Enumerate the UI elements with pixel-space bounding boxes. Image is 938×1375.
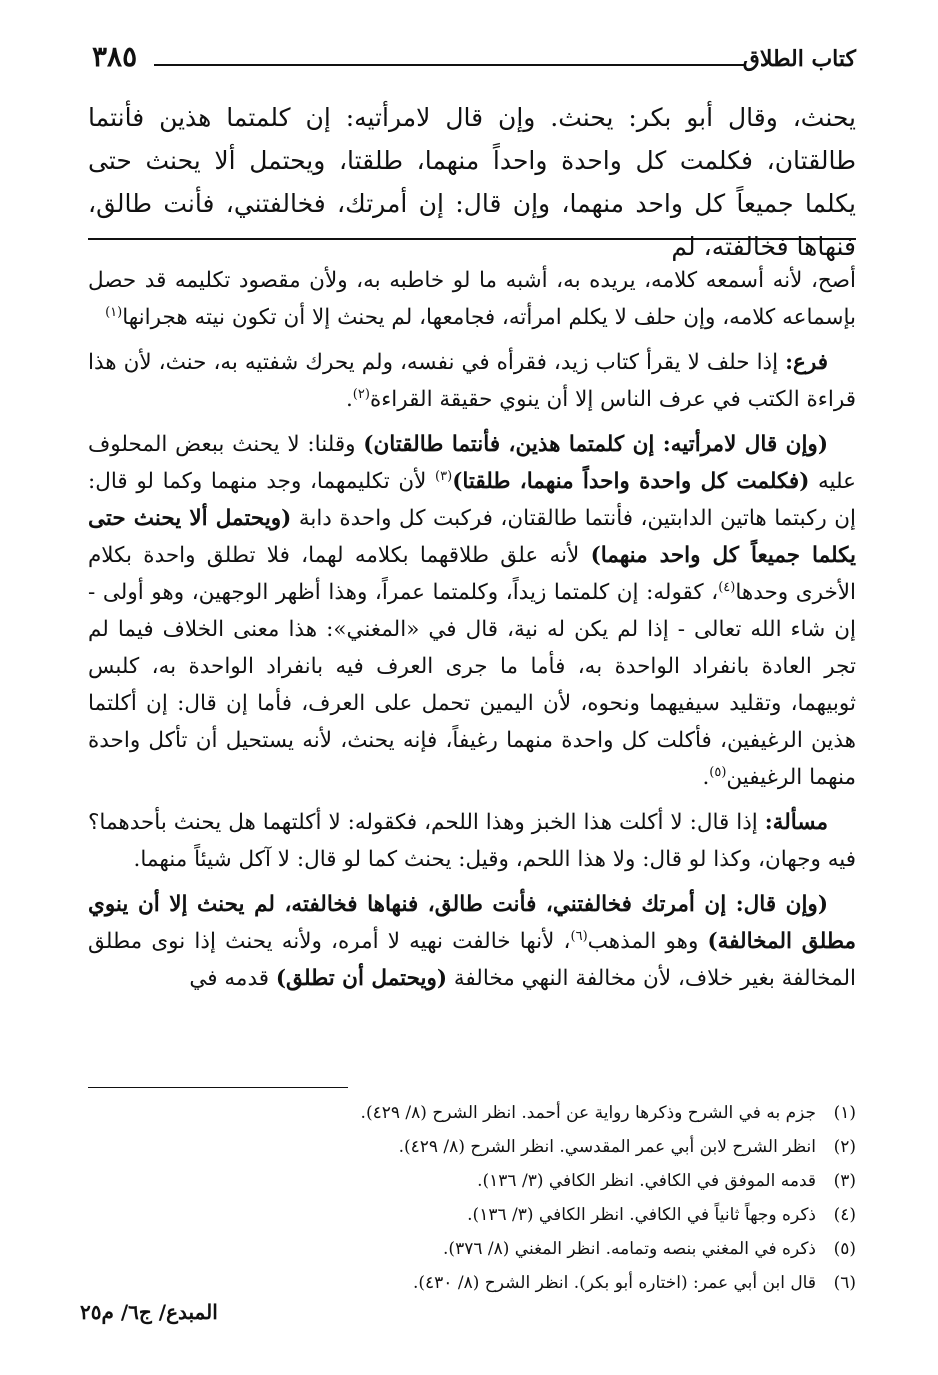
quoted-matn: (وإن قال لامرأتيه: إن كلمتما هذين، فأنتما طالقتان) — [363, 432, 828, 457]
page-header — [92, 40, 856, 80]
page-number: ٣٨٥ — [92, 40, 138, 73]
footnote-text: قال ابن أبي عمر: (اختاره أبو بكر). انظر الشرح (٨/ ٤٣٠). — [412, 1273, 816, 1293]
quoted-matn: (ويحتمل ألا يحنث حتى يكلما جميعاً كل واحد منهما) — [88, 506, 856, 568]
quoted-matn: (ويحتمل أن تطلق) — [275, 966, 448, 991]
footnote — [88, 1096, 856, 1130]
section-lead: مسألة: — [764, 810, 829, 835]
footnote-number: (٣) — [833, 1171, 856, 1191]
footnote-text: ذكره وجهاً ثانياً في الكافي. انظر الكافي (٣/ ١٣٦). — [467, 1205, 816, 1225]
footnote-ref: (٣) — [435, 468, 453, 484]
footnote-ref: (٦) — [570, 928, 588, 944]
footnotes — [88, 1096, 856, 1300]
footnote — [88, 1232, 856, 1266]
footnote-ref: (١) — [105, 304, 123, 320]
footnote-ref: (٤) — [718, 579, 736, 595]
footnote-number: (٢) — [833, 1137, 856, 1157]
quoted-matn: (وإن قال: إن أمرتك فخالفتني، فأنت طالق، فنهاها فخالفته، لم يحنث إلا أن ينوي مطلق المخالفة) — [88, 892, 856, 954]
commentary-paragraph: فرع: إذا حلف لا يقرأ كتاب زيد، فقرأه في نفسه، ولم يحرك شفتيه به، حنث، لأن هذا قراءة الكتب في عرف الناس إلا أن ينوي حقيقة القراءة$^{(٢)}$. — [88, 350, 856, 412]
text-separator-rule — [88, 238, 856, 240]
printer-signature: المبدع/ ج٦/ م٢٥ — [80, 1300, 218, 1324]
footnote — [88, 1198, 856, 1232]
footnote-text: جزم به في الشرح وذكرها رواية عن أحمد. انظر الشرح (٨/ ٤٢٩). — [360, 1103, 816, 1123]
footnote-number: (٤) — [833, 1205, 856, 1225]
header-rule — [154, 64, 744, 66]
footnote — [88, 1130, 856, 1164]
footnote-text: انظر الشرح لابن أبي عمر المقدسي. انظر الشرح (٨/ ٤٢٩). — [398, 1137, 816, 1157]
footnote — [88, 1164, 856, 1198]
commentary — [88, 262, 856, 1005]
footnote-number: (٥) — [833, 1239, 856, 1259]
footnote-number: (١) — [833, 1103, 856, 1123]
chapter-title: كتاب الطلاق — [742, 46, 856, 72]
footnote-ref: (٥) — [709, 764, 727, 780]
footnote — [88, 1266, 856, 1300]
footnote-number: (٦) — [833, 1273, 856, 1293]
section-lead: فرع: — [785, 350, 828, 375]
main-text: يحنث، وقال أبو بكر: يحنث. وإن قال لامرأتيه: إن كلمتما هذين فأنتما طالقتان، فكلمت كل واحدة واحداً منهما، طلقتا، ويحتمل ألا يحنث حتى يكلما جميعاً كل واحد منهما، وإن قال: إن أمرتك، فخالفتني، فأنت طالق، فنهاها فخالفته، لم — [88, 103, 856, 261]
footnote-separator — [88, 1087, 348, 1088]
quoted-matn: (فكلمت كل واحدة واحداً منهما، طلقتا) — [452, 469, 810, 494]
footnote-ref: (٢) — [352, 386, 370, 402]
commentary-paragraph: (وإن قال لامرأتيه: إن كلمتما هذين، فأنتما طالقتان) وقلنا: لا يحنث ببعض المحلوف عليه (فكلمت كل واحدة واحداً منهما، طلقتا)$^{(٣)}$ لأن تكليمهما، وجد منهما وكما لو قال: إن ركبتما هاتين الدابتين، فأنتما طالقتان، فركبت كل واحدة دابة (ويحتمل ألا يحنث حتى يكلما جميعاً كل واحد منهما) لأنه علق طلاقهما بكلامه لهما، فلا تطلق واحدة بكلام الأخرى وحدها$^{(٤)}$، كقوله: إن كلمتما زيداً، وكلمتما عمراً، وهذا أظهر الوجهين، وهو أولى - إن شاء الله تعالى - إذا لم يكن له نية، قال في «المغني»: هذا معنى الخلاف فيما لم تجر العادة بانفراد الواحدة به، فأما ما جرى العرف فيه بانفراد الواحدة به، كلبس ثوبيهما، وتقليد سيفيهما ونحوه، لأن اليمين تحمل على العرف، فأما إن قال: إن أكلتما هذين الرغيفين، فأكلت كل واحدة منهما رغيفاً، فإنه يحنث، لأنه يستحيل أن تأكل واحدة منهما الرغيفين$^{(٥)}$. — [88, 432, 857, 790]
footnote-text: ذكره في المغني بنصه وتمامه. انظر المغني (٨/ ٣٧٦). — [443, 1239, 816, 1259]
commentary-paragraph: (وإن قال: إن أمرتك فخالفتني، فأنت طالق، فنهاها فخالفته، لم يحنث إلا أن ينوي مطلق المخالفة) وهو المذهب$^{(٦)}$، لأنها خالفت نهيه لا أمره، ولأنه يحنث إذا نوى مطلق المخالفة بغير خلاف، لأن مخالفة النهي مخالفة (ويحتمل أن تطلق) قدمه في — [88, 892, 856, 991]
commentary-paragraph: مسألة: إذا قال: لا أكلت هذا الخبز وهذا اللحم، فكقوله: لا أكلتهما هل يحنث بأحدهما؟ فيه وجهان، وكذا لو قال: ولا هذا اللحم، وقيل: يحنث كما لو قال: لا آكل شيئاً منهما. — [88, 810, 856, 872]
footnote-text: قدمه الموفق في الكافي. انظر الكافي (٣/ ١٣٦). — [477, 1171, 816, 1191]
commentary-paragraph: أصح، لأنه أسمعه كلامه، يريده به، أشبه ما لو خاطبه به، ولأن مقصود تكليمه قد حصل بإسماعه كلامه، وإن حلف لا يكلم امرأته، فجامعها، لم يحنث إلا أن تكون نيته هجرانها$^{(١)}$ — [88, 268, 856, 330]
